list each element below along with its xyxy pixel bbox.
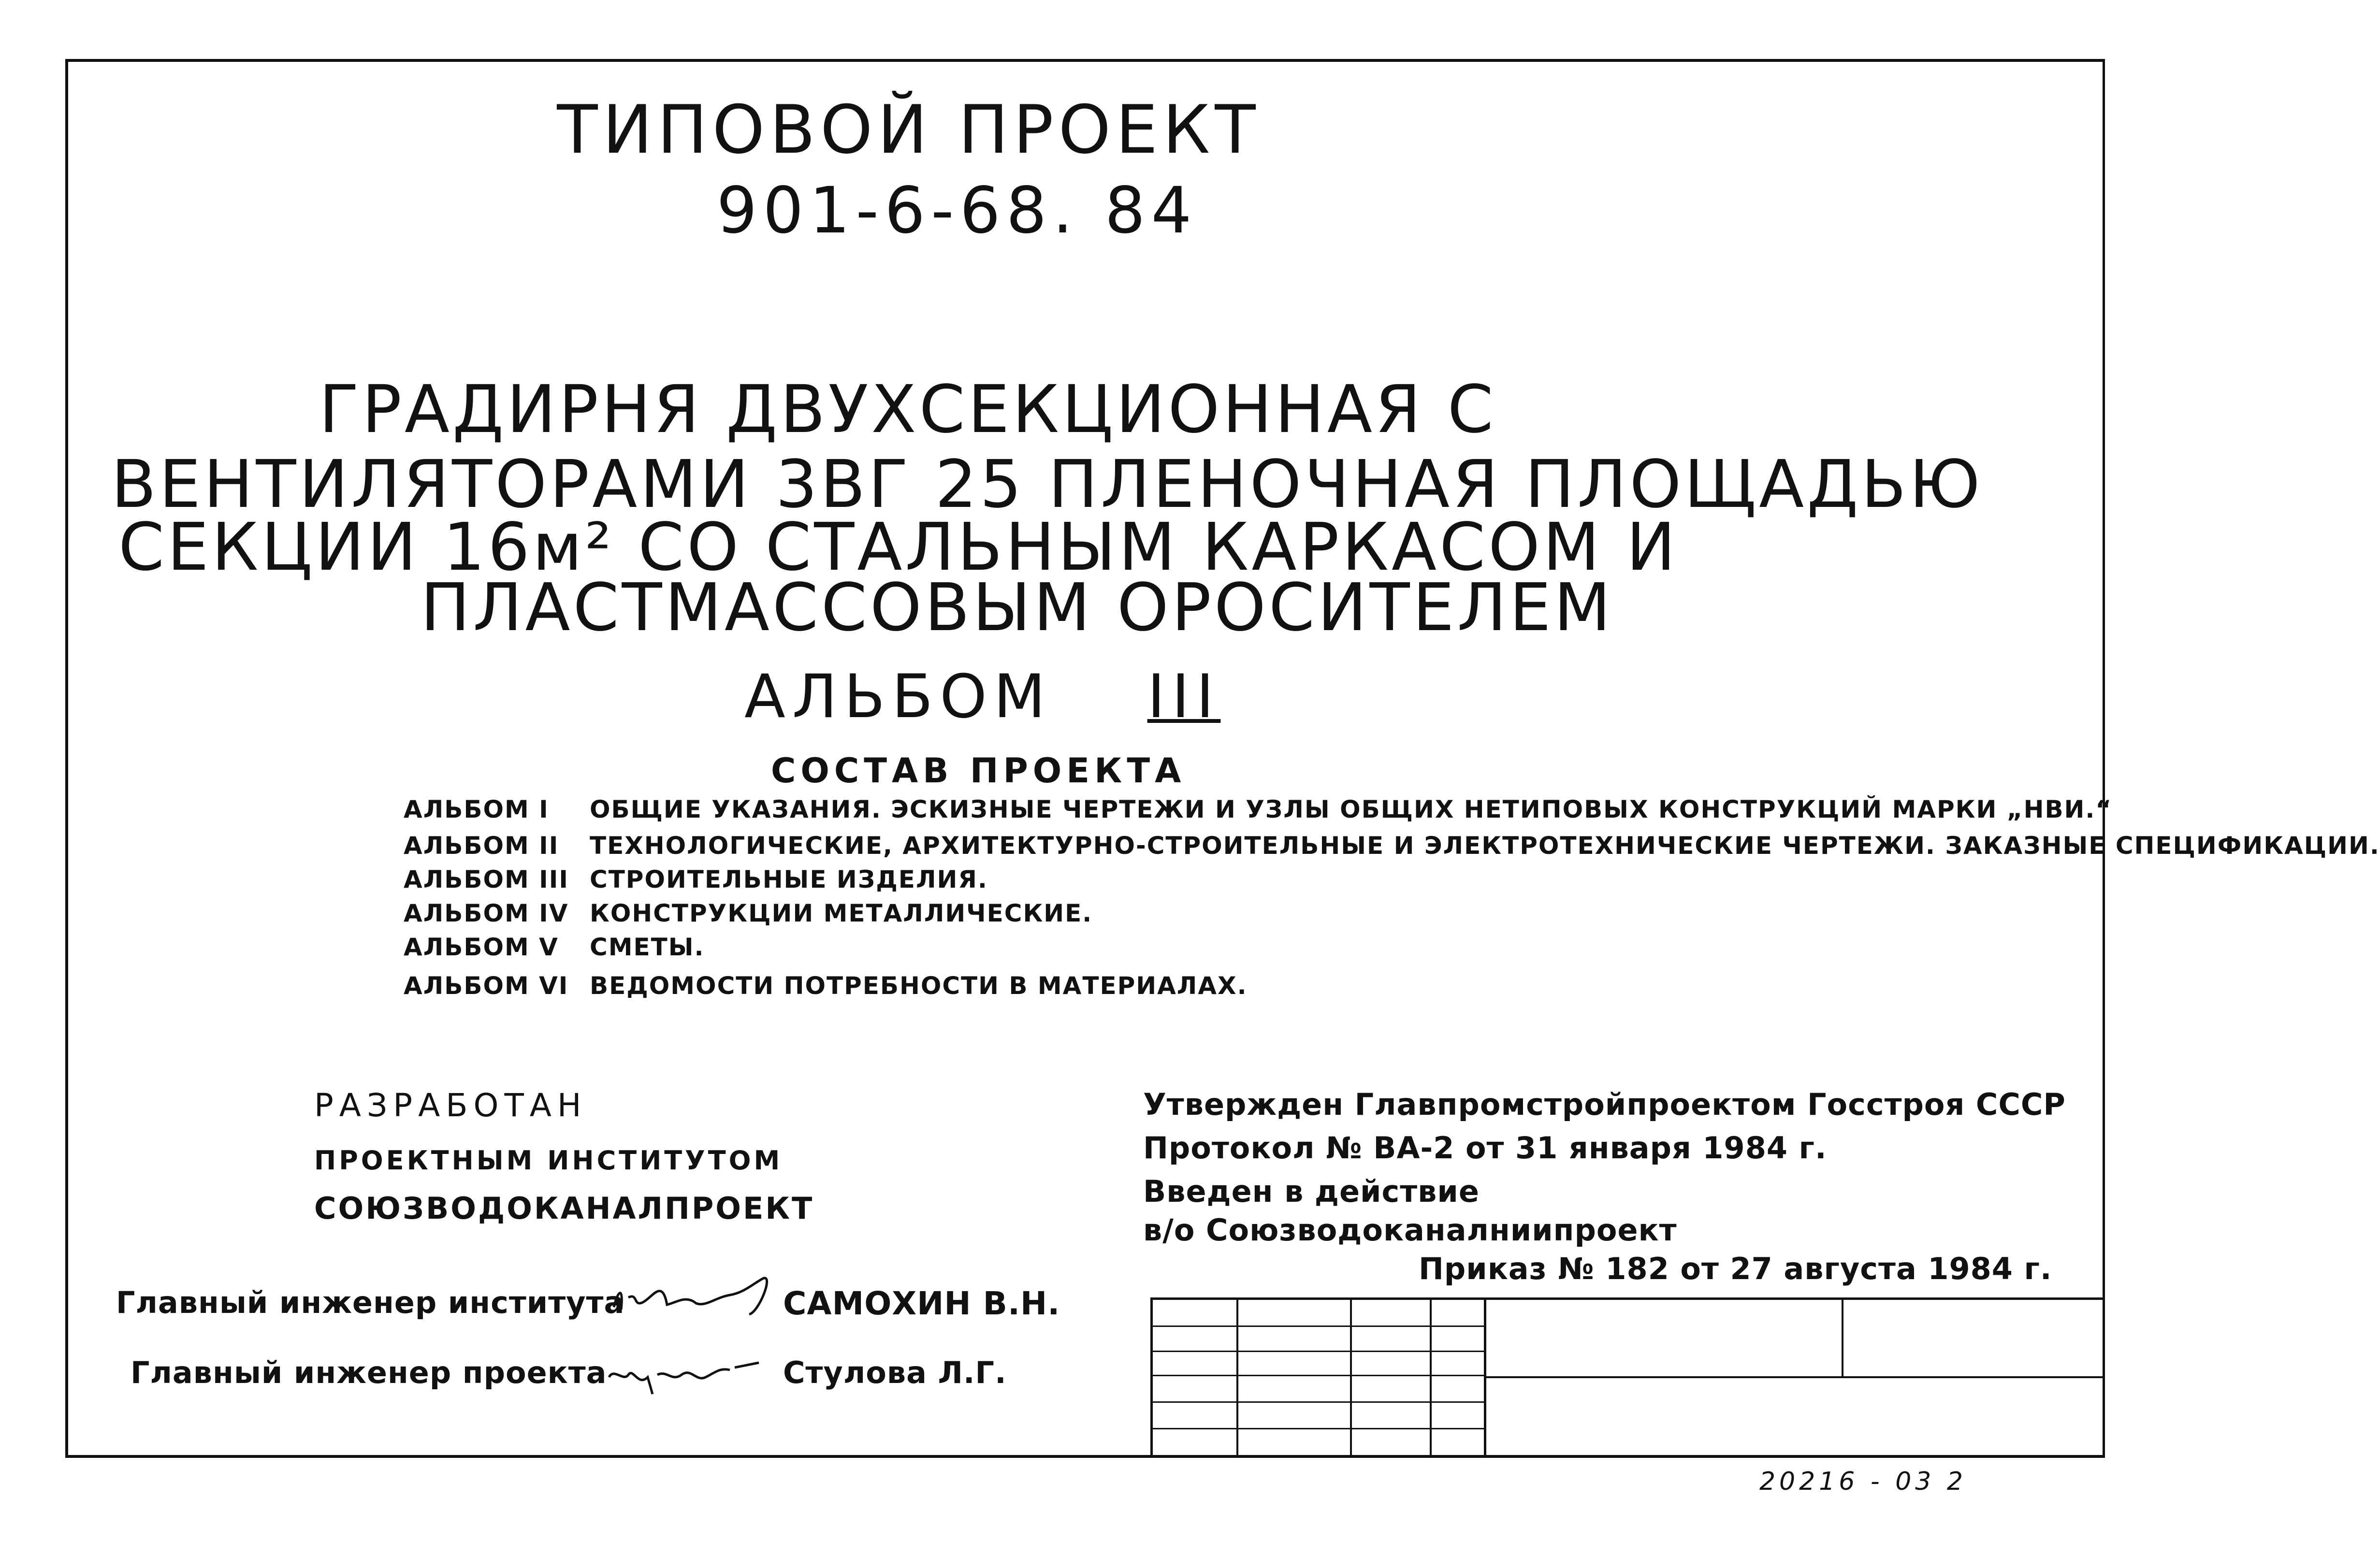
title-line-1: ГРАДИРНЯ ДВУХСЕКЦИОННАЯ С [319, 372, 1496, 448]
title-line-2: ВЕНТИЛЯТОРАМИ 3ВГ 25 ПЛЕНОЧНАЯ ПЛОЩАДЬЮ [111, 446, 1983, 523]
composition-item-label: АЛЬБОМ III [404, 865, 569, 893]
composition-heading: СОСТАВ ПРОЕКТА [771, 751, 1186, 791]
developer-line-3: СОЮЗВОДОКАНАЛПРОЕКТ [314, 1191, 814, 1226]
signature-samokhin-icon [609, 1268, 793, 1322]
album-label: АЛЬБОМ [744, 662, 1052, 732]
composition-item-text: ВЕДОМОСТИ ПОТРЕБНОСТИ В МАТЕРИАЛАХ. [590, 972, 1248, 1000]
chief-project-name: Стулова Л.Г. [783, 1355, 1007, 1390]
composition-item [404, 974, 1248, 998]
composition-item-label: АЛЬБОМ V [404, 933, 559, 961]
composition-item-text: СТРОИТЕЛЬНЫЕ ИЗДЕЛИЯ. [590, 865, 988, 893]
approval-line-2: Протокол № ВА-2 от 31 января 1984 г. [1143, 1130, 1827, 1166]
composition-item-text: КОНСТРУКЦИИ МЕТАЛЛИЧЕСКИЕ. [590, 899, 1093, 927]
title-line-3: СЕКЦИИ 16м² СО СТАЛЬНЫМ КАРКАСОМ И [118, 509, 1679, 586]
composition-item [404, 901, 1092, 925]
approval-line-3: Введен в действие [1143, 1174, 1480, 1209]
chief-project-role: Главный инженер проекта [131, 1355, 607, 1390]
sheet-code: 20216 - 03 2 [1759, 1467, 1967, 1496]
approval-line-1: Утвержден Главпромстройпроектом Госстроя СССР [1143, 1087, 2066, 1122]
composition-item-label: АЛЬБОМ II [404, 832, 559, 860]
composition-item-label: АЛЬБОМ VI [404, 972, 569, 1000]
album-number: III [1147, 662, 1221, 732]
developer-line-1: РАЗРАБОТАН [314, 1087, 587, 1124]
chief-institute-name: САМОХИН В.Н. [783, 1285, 1060, 1322]
project-number: 901-6-68. 84 [716, 173, 1198, 248]
composition-item [404, 935, 705, 959]
composition-item [404, 867, 988, 892]
composition-item-label: АЛЬБОМ IV [404, 899, 569, 927]
chief-institute-role: Главный инженер института [116, 1285, 625, 1320]
approval-line-5: Приказ № 182 от 27 августа 1984 г. [1419, 1251, 2052, 1286]
composition-item-label: АЛЬБОМ I [404, 795, 549, 823]
composition-item-text: ТЕХНОЛОГИЧЕСКИЕ, АРХИТЕКТУРНО-СТРОИТЕЛЬНЫЕ И ЭЛЕКТРОТЕХНИЧЕСКИЕ ЧЕРТЕЖИ. ЗАКАЗНЫЕ СПЕЦИФИКАЦИИ. [590, 832, 2380, 860]
approval-line-4: в/о Союзводоканалниипроект [1143, 1212, 1677, 1248]
developer-line-2: ПРОЕКТНЫМ ИНСТИТУТОМ [314, 1145, 783, 1176]
album-title [744, 662, 1221, 732]
header-title: ТИПОВОЙ ПРОЕКТ [557, 91, 1261, 169]
title-block-stamp [1150, 1297, 2105, 1458]
title-line-4: ПЛАСТМАССОВЫМ ОРОСИТЕЛЕМ [421, 570, 1614, 646]
signature-stulova-icon [604, 1348, 764, 1401]
composition-item [404, 834, 2380, 858]
composition-item [404, 797, 2112, 821]
composition-item-text: СМЕТЫ. [590, 933, 705, 961]
composition-item-text: ОБЩИЕ УКАЗАНИЯ. ЭСКИЗНЫЕ ЧЕРТЕЖИ И УЗЛЫ ОБЩИХ НЕТИПОВЫХ КОНСТРУКЦИЙ МАРКИ „НВИ.“ [590, 795, 2113, 823]
